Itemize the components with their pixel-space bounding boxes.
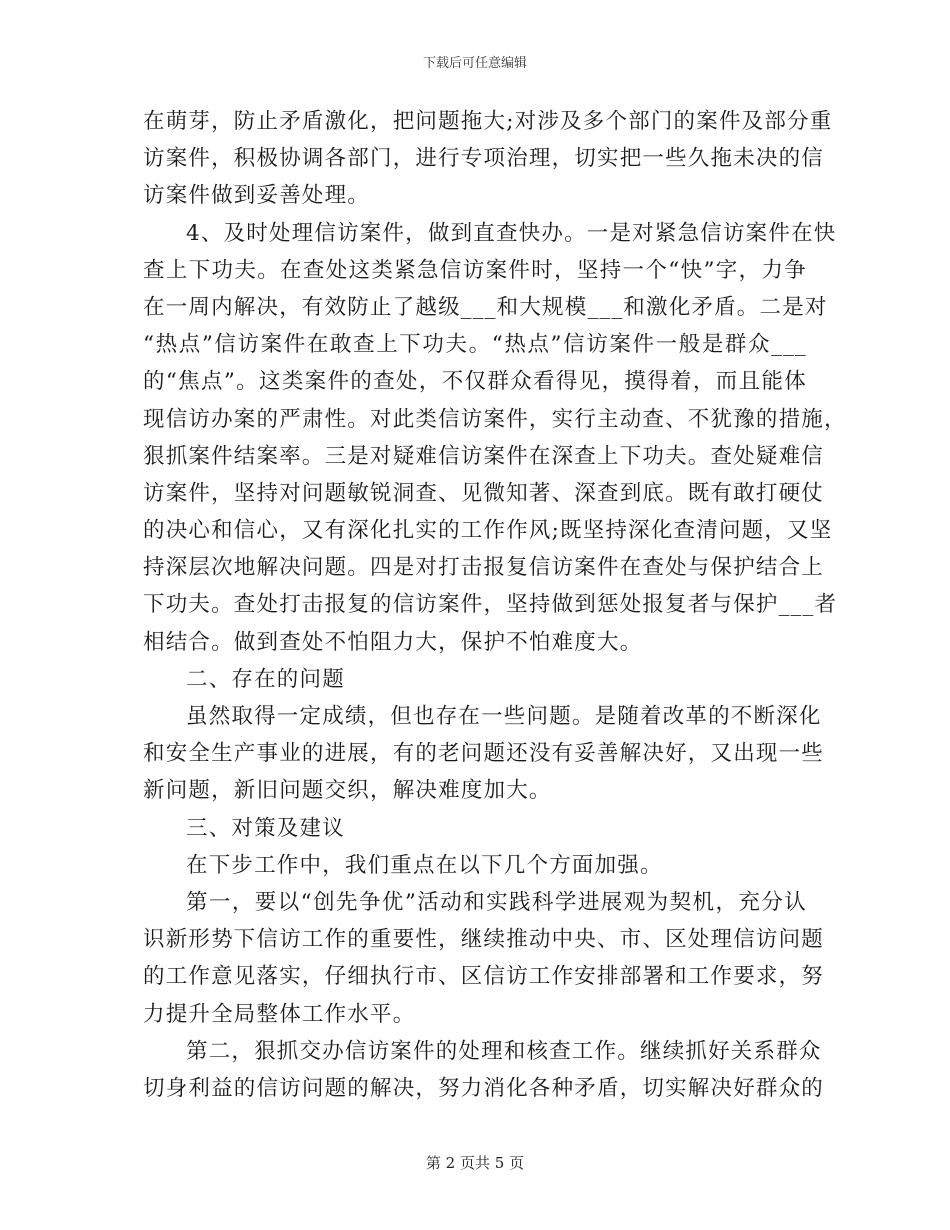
text-line: 切身利益的信访问题的解决，努力消化各种矛盾，切实解决好群众的: [143, 1075, 825, 1101]
page-footer: 第 2 页共 5 页: [425, 1154, 525, 1172]
text-line: 的决心和信心，又有深化扎实的工作作风;既坚持深化查清问题，又坚: [143, 518, 833, 544]
text-line: 在下步工作中，我们重点在以下几个方面加强。: [186, 852, 663, 878]
text-line: 查上下功夫。在查处这类紧急信访案件时，坚持一个“快”字，力争: [143, 257, 807, 283]
text-line: 虽然取得一定成绩，但也存在一些问题。是随着改革的不断深化: [186, 704, 822, 729]
text-line: 访案件做到妥善处理。: [143, 183, 371, 209]
text-line: 访案件，积极协调各部门，进行专项治理，切实把一些久拖未决的信: [143, 146, 825, 172]
text-line: 力提升全局整体工作水平。: [143, 1001, 416, 1027]
text-line: 相结合。做到查处不怕阻力大，保护不怕难度大。: [143, 629, 643, 655]
text-line: 二、存在的问题: [186, 666, 345, 692]
text-line: 第一，要以“创先争优”活动和实践科学进展观为契机，充分认: [186, 889, 807, 915]
text-line: 访案件，坚持对问题敏锐洞查、见微知著、深查到底。既有敢打硬仗: [143, 480, 825, 506]
text-line: 新问题，新旧问题交织，解决难度加大。: [143, 778, 552, 804]
text-line: 第二，狠抓交办信访案件的处理和核查工作。继续抓好关系群众: [186, 1038, 822, 1064]
text-line: 持深层次地解决问题。四是对打击报复信访案件在查处与保护结合上: [143, 555, 825, 581]
text-line: 4、及时处理信访案件，做到直查快办。一是对紧急信访案件在快: [186, 220, 837, 246]
text-line: 在萌芽，防止矛盾激化，把问题拖大;对涉及多个部门的案件及部分重: [143, 109, 833, 134]
text-line: 和安全生产事业的进展，有的老问题还没有妥善解决好，又出现一些: [143, 741, 825, 767]
text-line: 三、对策及建议: [186, 815, 345, 841]
document-body: [143, 103, 847, 1107]
page-header: 下载后可任意编辑: [422, 56, 527, 71]
text-line: 下功夫。查处打击报复的信访案件，坚持做到惩处报复者与保护___者: [143, 592, 838, 618]
text-line: 识新形势下信访工作的重要性，继续推动中央、市、区处理信访问题: [143, 927, 825, 953]
text-line: 现信访办案的严肃性。对此类信访案件，实行主动查、不犹豫的措施，: [143, 406, 847, 432]
text-line: 的“焦点”。这类案件的查处，不仅群众看得见，摸得着，而且能体: [143, 369, 807, 395]
text-line: 狠抓案件结案率。三是对疑难信访案件在深查上下功夫。查处疑难信: [143, 443, 825, 469]
text-line: “热点”信访案件在敢查上下功夫。“热点”信访案件一般是群众___: [143, 332, 807, 358]
text-line: 的工作意见落实，仔细执行市、区信访工作安排部署和工作要求，努: [143, 964, 825, 990]
text-line: 在一周内解决，有效防止了越级___和大规模___和激化矛盾。二是对: [143, 294, 828, 320]
